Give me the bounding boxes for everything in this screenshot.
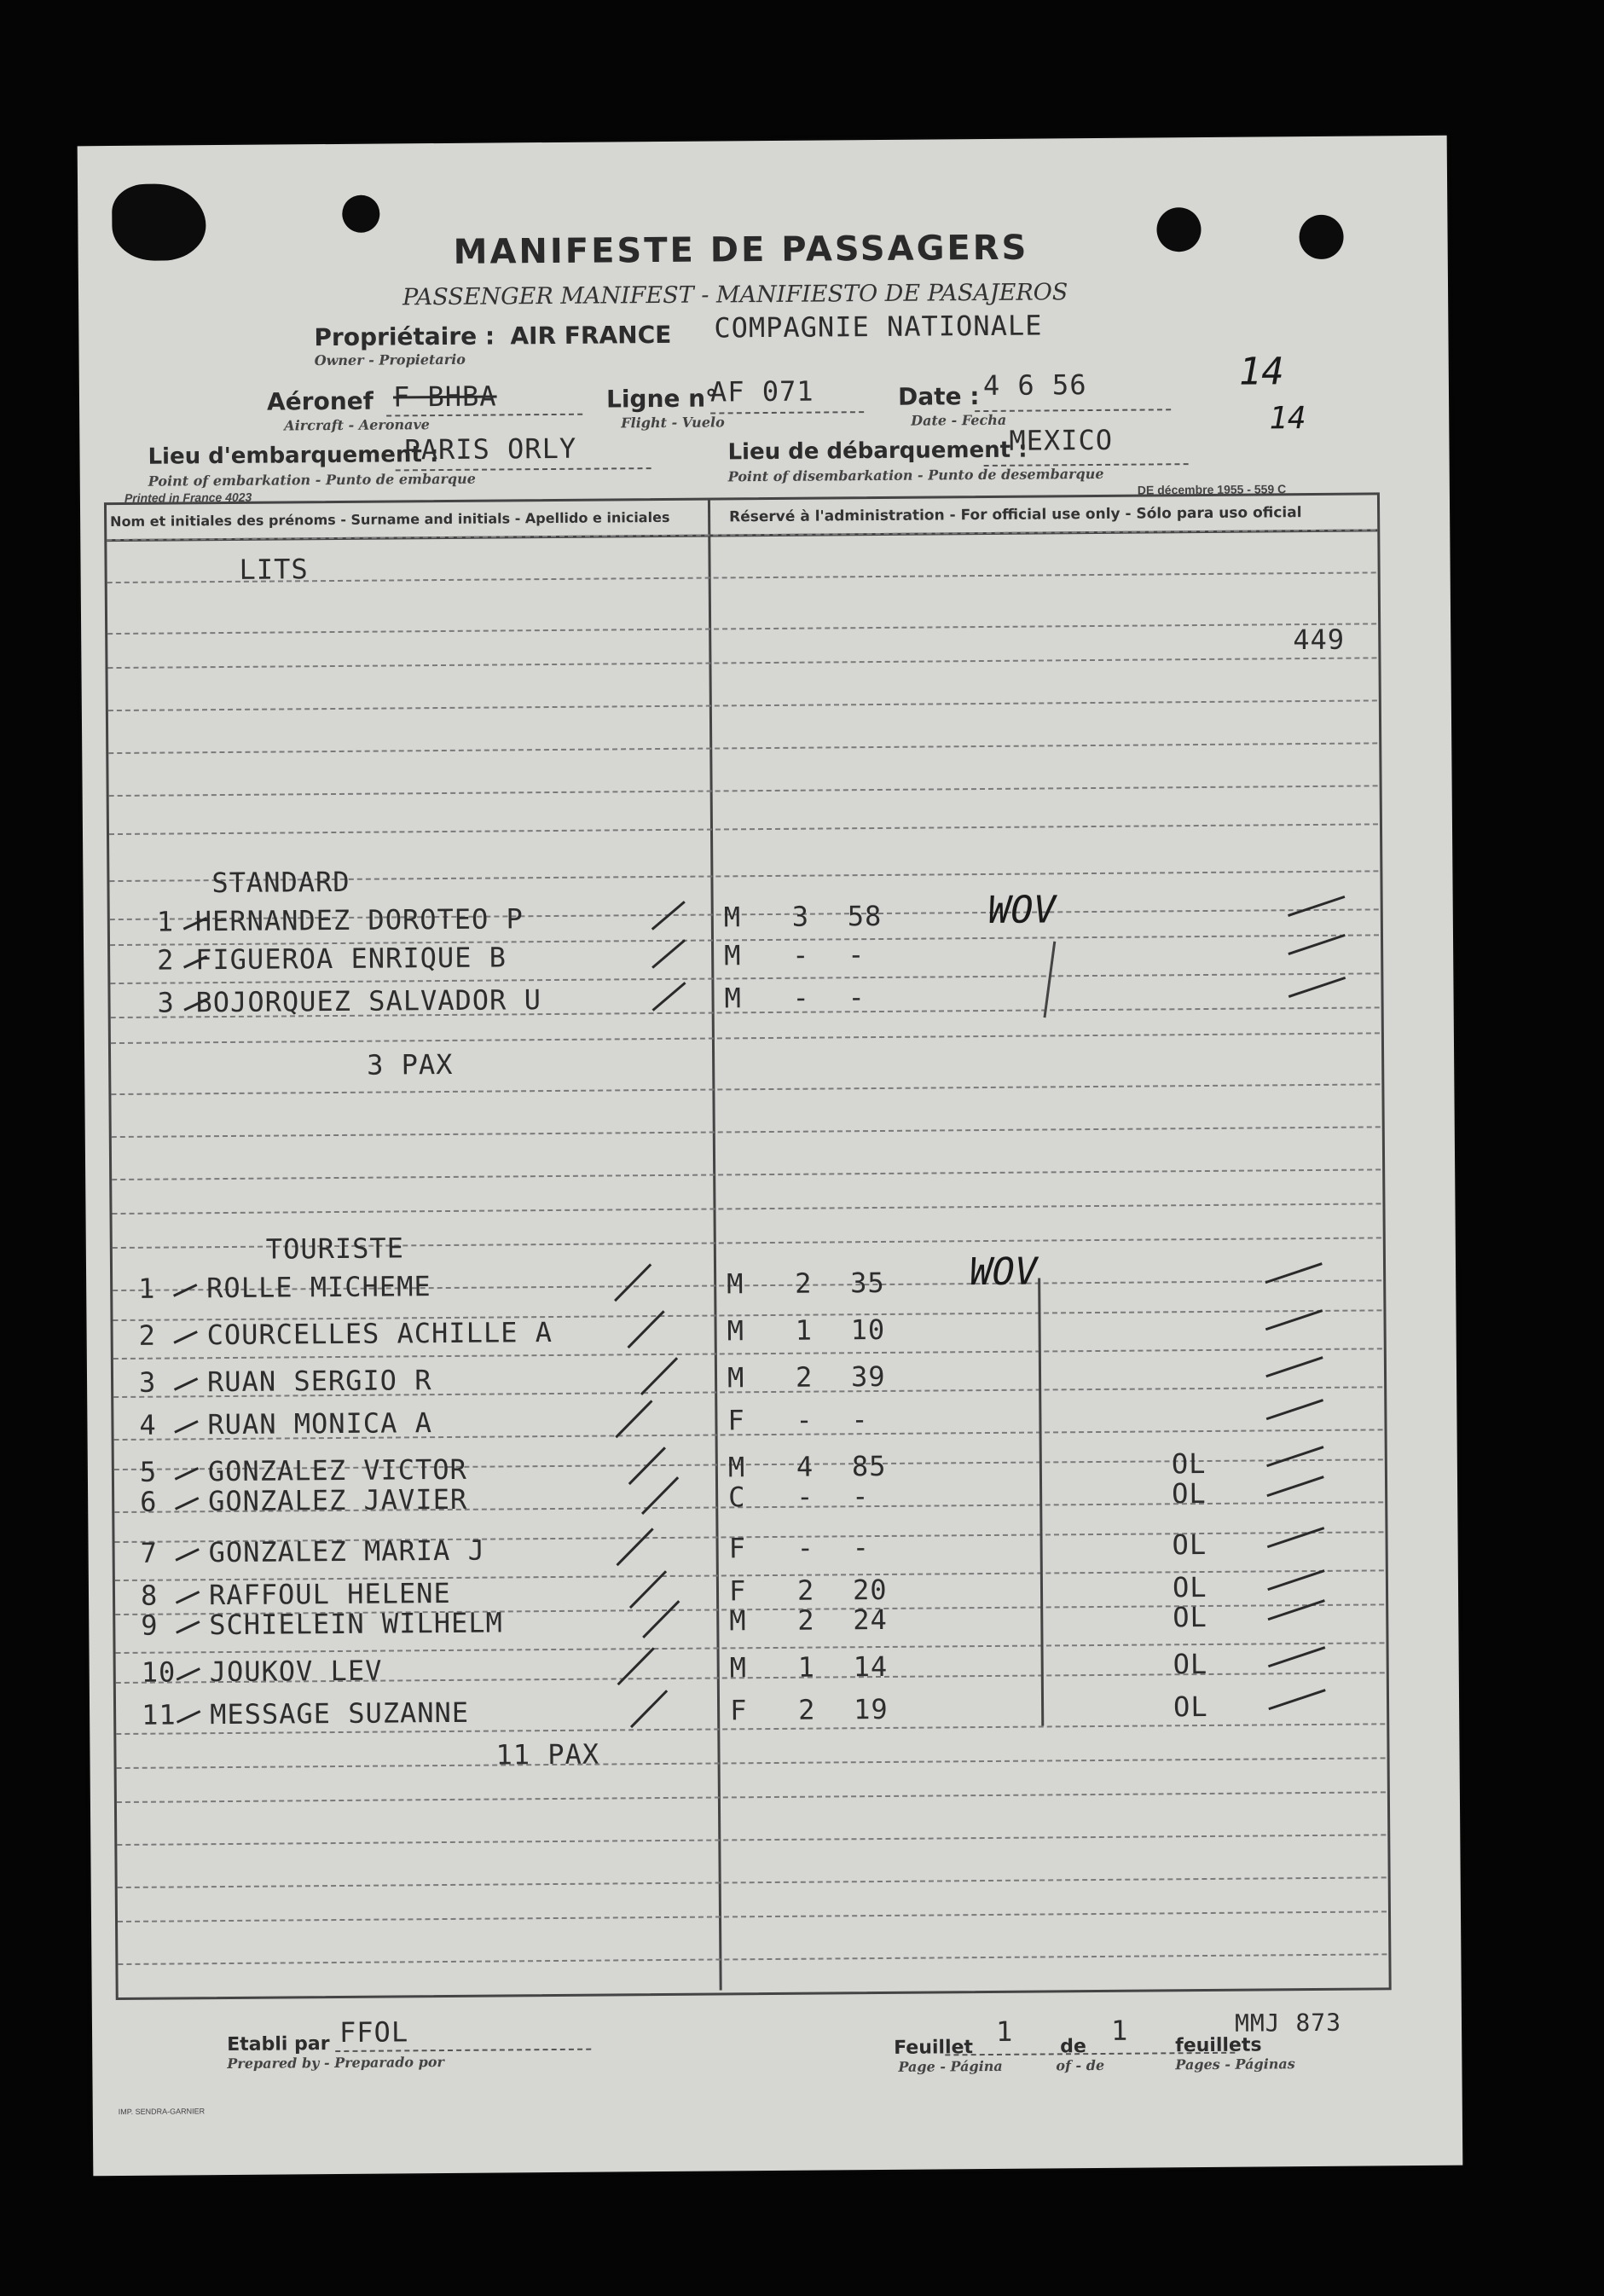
row-number: 10 xyxy=(141,1655,177,1689)
baggage-weight: - xyxy=(851,1480,870,1513)
row-number: 9 xyxy=(141,1609,159,1642)
baggage-count: - xyxy=(796,1531,815,1564)
passenger-sex: M xyxy=(727,1451,746,1484)
handwritten-14-b: 14 xyxy=(1269,401,1306,437)
date-label: Date : xyxy=(897,382,980,411)
check-mark-icon xyxy=(651,939,686,969)
ruled-line xyxy=(108,742,1377,754)
handwritten-note: WOV xyxy=(969,1249,1038,1295)
check-mark-icon xyxy=(1267,1569,1324,1591)
page-sublabel: Page - Página xyxy=(898,2057,1003,2075)
check-mark-icon xyxy=(177,1710,200,1724)
prepared-sublabel: Prepared by - Preparado por xyxy=(227,2054,444,2073)
passenger-name: GONZALEZ VICTOR xyxy=(207,1452,468,1488)
passenger-sex: F xyxy=(729,1694,748,1727)
passenger-name: MESSAGE SUZANNE xyxy=(209,1696,470,1731)
ruled-line xyxy=(108,699,1377,711)
check-mark-icon xyxy=(615,1400,652,1438)
reference-code: MMJ 873 xyxy=(1234,2008,1342,2038)
ruled-line xyxy=(107,657,1376,669)
baggage-count: - xyxy=(792,981,810,1014)
check-mark-icon xyxy=(176,1591,200,1604)
passenger-name: JOUKOV LEV xyxy=(209,1654,383,1689)
owner-typed: COMPAGNIE NATIONALE xyxy=(714,309,1043,345)
ol-mark: OL xyxy=(1172,1528,1207,1562)
baggage-count: 3 xyxy=(791,900,810,933)
ruled-line xyxy=(117,1757,1386,1769)
baggage-weight: 39 xyxy=(850,1360,886,1394)
ol-mark: OL xyxy=(1173,1600,1207,1634)
check-mark-icon xyxy=(1267,1527,1324,1548)
prepared-underline xyxy=(335,2049,591,2052)
form-code: DE décembre 1955 - 559 C xyxy=(1137,482,1287,497)
passenger-name: GONZALEZ MARIA J xyxy=(208,1534,486,1569)
embark-value: PARIS ORLY xyxy=(403,432,577,467)
passenger-sex: M xyxy=(727,1314,745,1348)
ruled-line xyxy=(107,529,1375,541)
date-sublabel: Date - Fecha xyxy=(911,411,1007,429)
ruled-line xyxy=(117,1834,1386,1846)
check-mark-icon xyxy=(1265,1309,1323,1331)
row-number: 6 xyxy=(140,1485,158,1518)
ol-mark: OL xyxy=(1171,1447,1207,1481)
check-mark-icon xyxy=(640,1357,678,1395)
row-number: 11 xyxy=(141,1698,177,1731)
column-header-names: Nom et initiales des prénoms - Surname and initials - Apellido e iniciales xyxy=(110,508,670,531)
baggage-count: 2 xyxy=(797,1693,816,1726)
passenger-sex: M xyxy=(724,939,742,972)
embark-sublabel: Point of embarkation - Punto de embarque xyxy=(148,470,476,490)
passenger-sex: M xyxy=(727,1361,745,1394)
row-number: 1 xyxy=(138,1272,156,1305)
row-number: 7 xyxy=(140,1536,159,1569)
punch-hole-1 xyxy=(342,195,379,233)
baggage-count: 2 xyxy=(796,1574,815,1607)
date-value: 4 6 56 xyxy=(982,368,1087,403)
row-number: 1 xyxy=(156,905,175,938)
passenger-name: ROLLE MICHEME xyxy=(206,1270,431,1305)
row-number: 3 xyxy=(138,1365,157,1399)
check-mark-icon xyxy=(176,1621,200,1634)
page-title: MANIFESTE DE PASSAGERS xyxy=(453,228,1029,272)
ruled-lines xyxy=(107,495,1377,505)
owner-value: AIR FRANCE xyxy=(510,320,672,351)
passenger-sex: F xyxy=(727,1404,745,1437)
ruled-line xyxy=(107,623,1376,635)
pages-label: feuillets xyxy=(1175,2034,1262,2057)
passenger-name: BOJORQUEZ SALVADOR U xyxy=(195,983,542,1019)
ruled-line xyxy=(109,823,1378,835)
ruled-line xyxy=(118,1953,1387,1965)
check-mark-icon xyxy=(616,1528,653,1566)
owner-sublabel: Owner - Propietario xyxy=(314,351,466,369)
baggage-weight: 58 xyxy=(847,899,883,933)
passenger-name: RUAN MONICA A xyxy=(207,1406,433,1441)
check-mark-icon xyxy=(174,1420,198,1434)
baggage-count: 2 xyxy=(797,1603,815,1637)
handwritten-14-a: 14 xyxy=(1238,350,1284,394)
check-mark-icon xyxy=(1288,934,1345,955)
ruled-line xyxy=(117,1791,1386,1803)
torn-corner xyxy=(112,183,206,261)
baggage-count: 2 xyxy=(795,1360,814,1394)
aircraft-sublabel: Aircraft - Aeronave xyxy=(284,416,431,434)
ruled-line xyxy=(118,1910,1387,1922)
check-mark-icon xyxy=(1266,1399,1323,1420)
ol-mark: OL xyxy=(1172,1570,1207,1604)
row-number: 3 xyxy=(157,986,175,1019)
passenger-name: RAFFOUL HELENE xyxy=(208,1576,451,1612)
baggage-count: 2 xyxy=(795,1267,813,1300)
passenger-name: FIGUEROA ENRIQUE B xyxy=(195,941,507,977)
page-subtitle: PASSENGER MANIFEST - MANIFIESTO DE PASAJEROS xyxy=(402,279,1068,311)
passenger-sex: M xyxy=(727,1267,744,1301)
passenger-name: HERNANDEZ DOROTEO P xyxy=(194,902,524,938)
embark-label: Lieu d'embarquement : xyxy=(148,442,439,470)
ruled-line xyxy=(111,1083,1380,1095)
check-mark-icon xyxy=(177,1667,200,1681)
passenger-sex: F xyxy=(728,1532,747,1565)
page-label: Feuillet xyxy=(894,2037,974,2059)
row-number: 8 xyxy=(140,1579,159,1612)
check-mark-icon xyxy=(175,1548,199,1562)
ruled-line xyxy=(112,1168,1381,1180)
baggage-weight: 20 xyxy=(852,1573,888,1607)
ol-mark: OL xyxy=(1173,1647,1208,1681)
check-mark-icon xyxy=(614,1263,651,1302)
standard-total: 3 PAX xyxy=(367,1047,454,1081)
passenger-sex: M xyxy=(729,1651,748,1684)
punch-hole-2 xyxy=(1156,207,1201,252)
check-mark-icon xyxy=(175,1497,199,1510)
baggage-count: - xyxy=(796,1480,814,1513)
baggage-weight: 85 xyxy=(851,1449,887,1483)
lits-label: LITS xyxy=(239,553,309,586)
page-value: 1 xyxy=(995,2015,1014,2048)
touriste-total: 11 PAX xyxy=(495,1737,600,1771)
ruled-line xyxy=(113,1203,1381,1215)
standard-heading: STANDARD xyxy=(211,865,350,900)
baggage-count: - xyxy=(792,938,810,971)
disembark-sublabel: Point of disembarkation - Punto de desembarque xyxy=(727,465,1104,485)
check-mark-icon xyxy=(174,1377,198,1391)
passenger-table xyxy=(104,492,1392,2000)
disembark-value: MEXICO xyxy=(1009,423,1114,457)
handwritten-ditto-line-standard xyxy=(1043,942,1056,1018)
column-header-official: Réservé à l'administration - For official use only - Sólo para uso oficial xyxy=(729,504,1302,526)
ol-mark: OL xyxy=(1173,1690,1208,1724)
check-mark-icon xyxy=(1266,1446,1323,1467)
check-mark-icon xyxy=(1268,1646,1325,1667)
check-mark-icon xyxy=(630,1690,668,1728)
disembark-label: Lieu de débarquement : xyxy=(727,437,1028,466)
passenger-sex: M xyxy=(724,982,742,1015)
check-mark-icon xyxy=(1266,1476,1323,1497)
ruled-line xyxy=(109,785,1378,797)
flight-sublabel: Flight - Vuelo xyxy=(621,414,725,432)
baggage-weight: - xyxy=(852,1531,871,1564)
check-mark-icon xyxy=(1268,1689,1325,1710)
passenger-name: SCHIELEIN WILHELM xyxy=(209,1606,503,1642)
aircraft-label: Aéronef xyxy=(266,386,373,416)
prepared-value: FFOL xyxy=(339,2015,409,2049)
printed-note: Printed in France 4023 xyxy=(124,490,252,505)
touriste-heading: TOURISTE xyxy=(265,1232,405,1266)
of-value: 1 xyxy=(1110,2014,1129,2047)
passenger-sex: M xyxy=(729,1604,747,1638)
of-sublabel: of - de xyxy=(1056,2056,1105,2074)
handwritten-ditto-line-touriste xyxy=(1038,1278,1044,1726)
passenger-sex: M xyxy=(723,901,742,934)
passenger-sex: F xyxy=(728,1574,747,1608)
baggage-weight: 14 xyxy=(853,1650,889,1684)
check-mark-icon xyxy=(1288,977,1346,998)
imprint: IMP. SENDRA-GARNIER xyxy=(118,2107,206,2117)
handwritten-note: WOV xyxy=(987,888,1057,932)
punch-hole-3 xyxy=(1299,215,1343,259)
of-label: de xyxy=(1060,2036,1086,2058)
passenger-name: RUAN SERGIO R xyxy=(206,1364,432,1399)
check-mark-icon xyxy=(173,1331,197,1344)
baggage-weight: - xyxy=(851,1403,869,1436)
baggage-count: 4 xyxy=(796,1450,814,1483)
ruled-line xyxy=(112,1126,1381,1138)
check-mark-icon xyxy=(1268,1599,1325,1621)
baggage-weight: - xyxy=(848,938,866,971)
baggage-weight: - xyxy=(848,981,866,1014)
passenger-name: COURCELLES ACHILLE A xyxy=(206,1316,553,1352)
official-number: 449 xyxy=(1293,623,1346,657)
baggage-weight: 24 xyxy=(853,1603,888,1637)
row-number: 2 xyxy=(138,1319,157,1352)
prepared-label: Etabli par xyxy=(227,2033,330,2056)
check-mark-icon xyxy=(617,1647,655,1685)
baggage-weight: 35 xyxy=(850,1266,885,1300)
flight-underline xyxy=(710,411,864,414)
flight-value: AF 071 xyxy=(709,374,814,409)
pages-sublabel: Pages - Páginas xyxy=(1175,2055,1295,2073)
manifest-sheet xyxy=(78,136,1463,2177)
baggage-count: - xyxy=(796,1403,814,1436)
baggage-count: 1 xyxy=(797,1650,816,1684)
passenger-name: GONZALEZ JAVIER xyxy=(208,1482,468,1518)
ruled-line xyxy=(111,1032,1380,1044)
owner-label: Propriétaire : xyxy=(314,322,495,352)
passenger-sex: C xyxy=(727,1481,746,1514)
column-divider xyxy=(708,501,722,1991)
baggage-count: 1 xyxy=(795,1313,814,1347)
row-number: 2 xyxy=(157,943,175,977)
ol-mark: OL xyxy=(1171,1476,1207,1510)
row-number: 5 xyxy=(139,1455,158,1488)
check-mark-icon xyxy=(1288,896,1345,917)
flight-label: Ligne n° xyxy=(605,384,718,414)
check-mark-icon xyxy=(652,982,686,1012)
check-mark-icon xyxy=(642,1600,680,1638)
baggage-weight: 10 xyxy=(850,1313,886,1347)
baggage-weight: 19 xyxy=(853,1692,889,1726)
ruled-line xyxy=(118,1876,1387,1888)
check-mark-icon xyxy=(1265,1356,1323,1377)
aircraft-value: F BHBA xyxy=(392,380,497,414)
check-mark-icon xyxy=(641,1476,679,1515)
row-number: 4 xyxy=(139,1408,157,1441)
